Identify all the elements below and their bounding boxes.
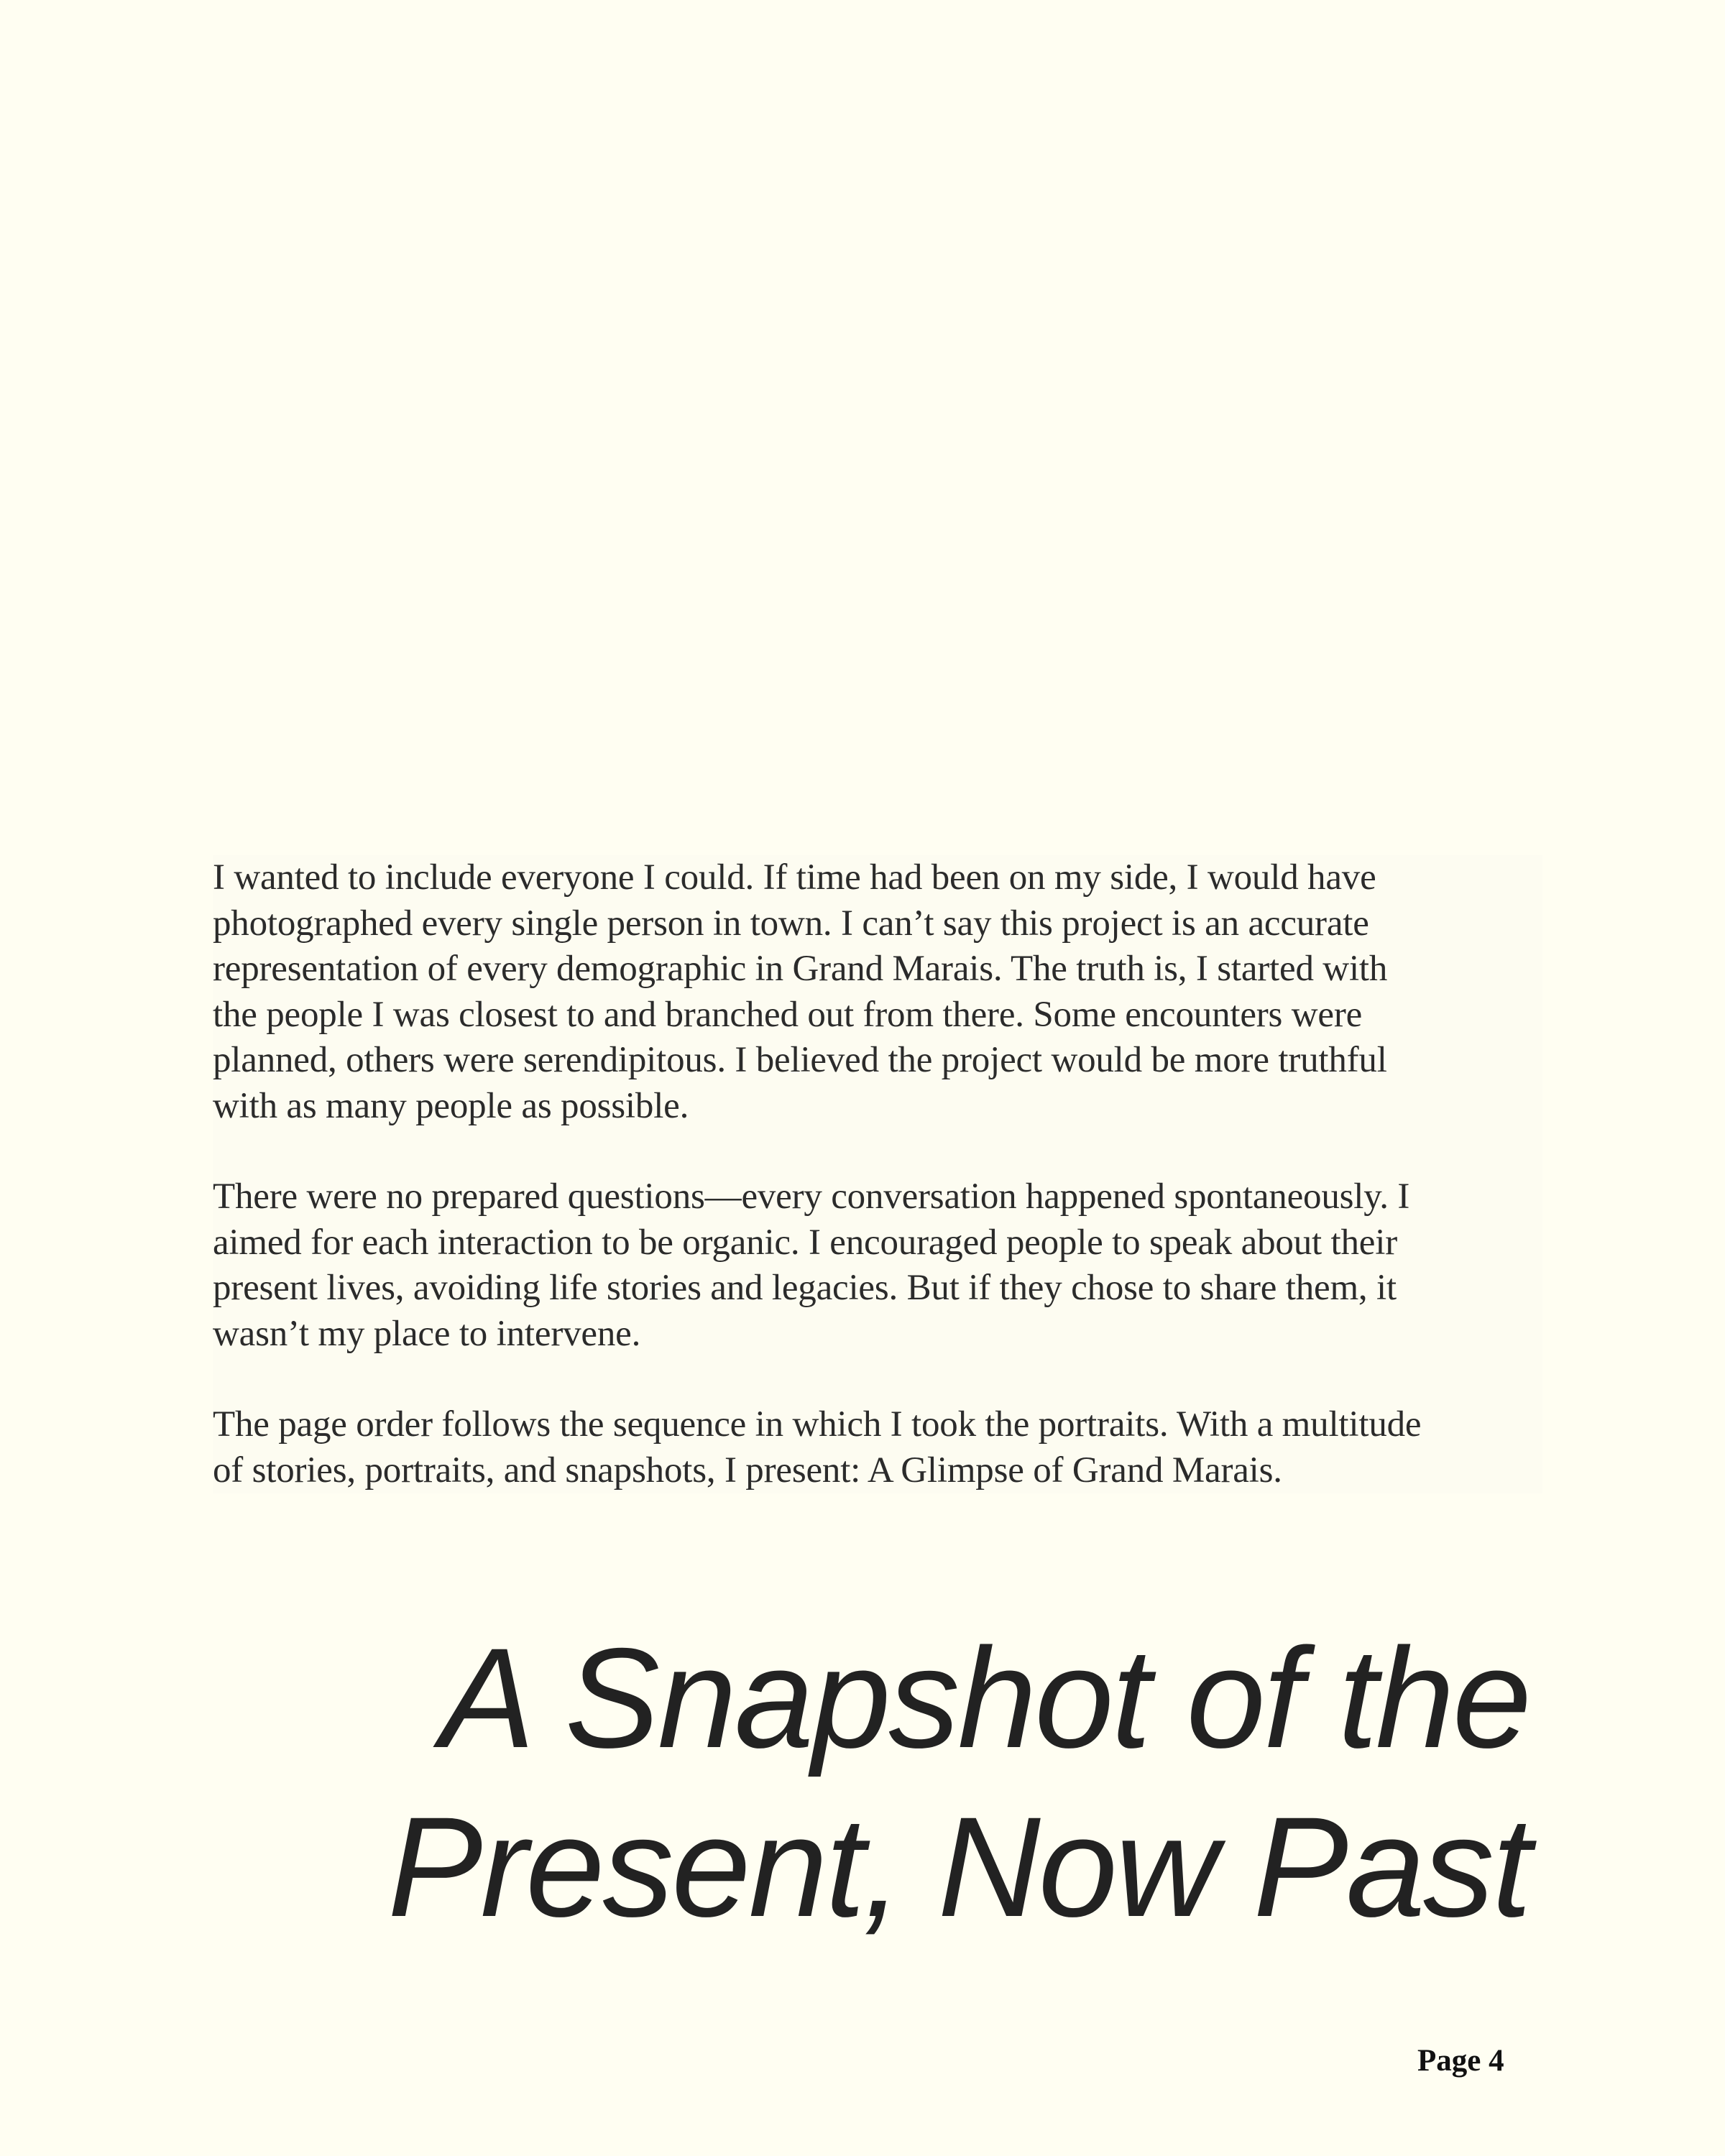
paragraph-line: planned, others were serendipitous. I believed the project would be more truthful (213, 1040, 1387, 1080)
paragraph-line: I wanted to include everyone I could. If time had been on my side, I would have (213, 857, 1376, 898)
paragraph-line: aimed for each interaction to be organic. I encouraged people to speak about their (213, 1222, 1397, 1263)
title-line: A Snapshot of the (440, 1618, 1530, 1777)
paragraph-2 (213, 1174, 1542, 1357)
paragraph-1 (213, 855, 1542, 1129)
page-title (164, 1613, 1530, 1951)
paragraph-line: wasn’t my place to intervene. (213, 1313, 641, 1354)
paragraph-line: with as many people as possible. (213, 1085, 689, 1126)
paragraph-line: photographed every single person in town. I can’t say this project is an accurate (213, 903, 1369, 944)
paragraph-line: representation of every demographic in Grand Marais. The truth is, I started with (213, 949, 1388, 989)
paragraph-line: of stories, portraits, and snapshots, I present: A Glimpse of Grand Marais. (213, 1450, 1282, 1491)
paragraph-line: The page order follows the sequence in which I took the portraits. With a multitude (213, 1404, 1422, 1445)
paragraph-line: There were no prepared questions—every conversation happened spontaneously. I (213, 1176, 1410, 1217)
paragraph-3 (213, 1402, 1542, 1493)
title-line: Present, Now Past (387, 1787, 1530, 1946)
paragraph-line: the people I was closest to and branched out from there. Some encounters were (213, 994, 1363, 1035)
paragraph-line: present lives, avoiding life stories and legacies. But if they chose to share them, it (213, 1268, 1397, 1308)
page-number: Page 4 (1417, 2044, 1504, 2078)
body-text (213, 855, 1542, 1493)
